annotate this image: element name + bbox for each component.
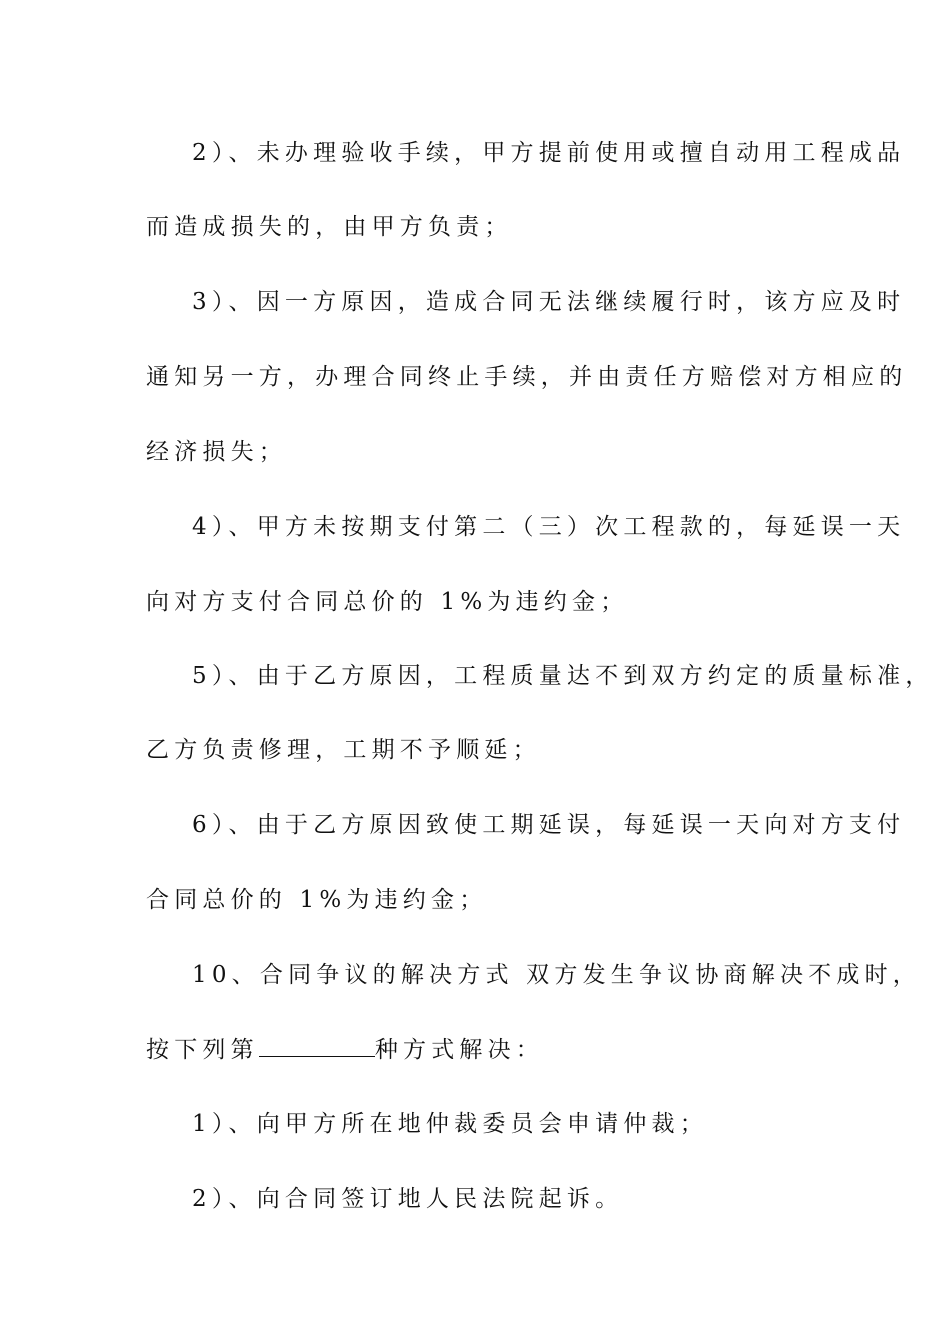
paragraph-line: 而造成损失的，由甲方负责； <box>146 214 513 240</box>
paragraph-line: 6）、由于乙方原因致使工期延误，每延误一天向对方支付 <box>192 812 906 838</box>
paragraph-line: 乙方负责修理，工期不予顺延； <box>146 737 541 763</box>
paragraph-line: 10、合同争议的解决方式 双方发生争议协商解决不成时， <box>192 962 921 988</box>
paragraph-line: 2）、向合同签订地人民法院起诉。 <box>192 1186 624 1212</box>
paragraph-line: 通知另一方，办理合同终止手续，并由责任方赔偿对方相应的 <box>146 364 908 390</box>
paragraph-line: 2）、未办理验收手续，甲方提前使用或擅自动用工程成品 <box>192 140 906 166</box>
fill-in-blank[interactable] <box>259 1034 375 1057</box>
paragraph-line: 5）、由于乙方原因，工程质量达不到双方约定的质量标准， <box>192 663 934 689</box>
fill-in-prefix: 按下列第 <box>146 1037 259 1063</box>
paragraph-line: 向对方支付合同总价的 1%为违约金； <box>146 589 629 615</box>
fill-in-suffix: 种方式解决： <box>374 1037 545 1063</box>
paragraph-line: 3）、因一方原因，造成合同无法继续履行时，该方应及时 <box>192 289 906 315</box>
fill-in-line <box>146 1034 544 1065</box>
paragraph-line: 合同总价的 1%为违约金； <box>146 887 488 913</box>
paragraph-line: 1）、向甲方所在地仲裁委员会申请仲裁； <box>192 1111 708 1137</box>
paragraph-line: 4）、甲方未按期支付第二（三）次工程款的，每延误一天 <box>192 514 906 540</box>
paragraph-line: 经济损失； <box>146 439 287 465</box>
